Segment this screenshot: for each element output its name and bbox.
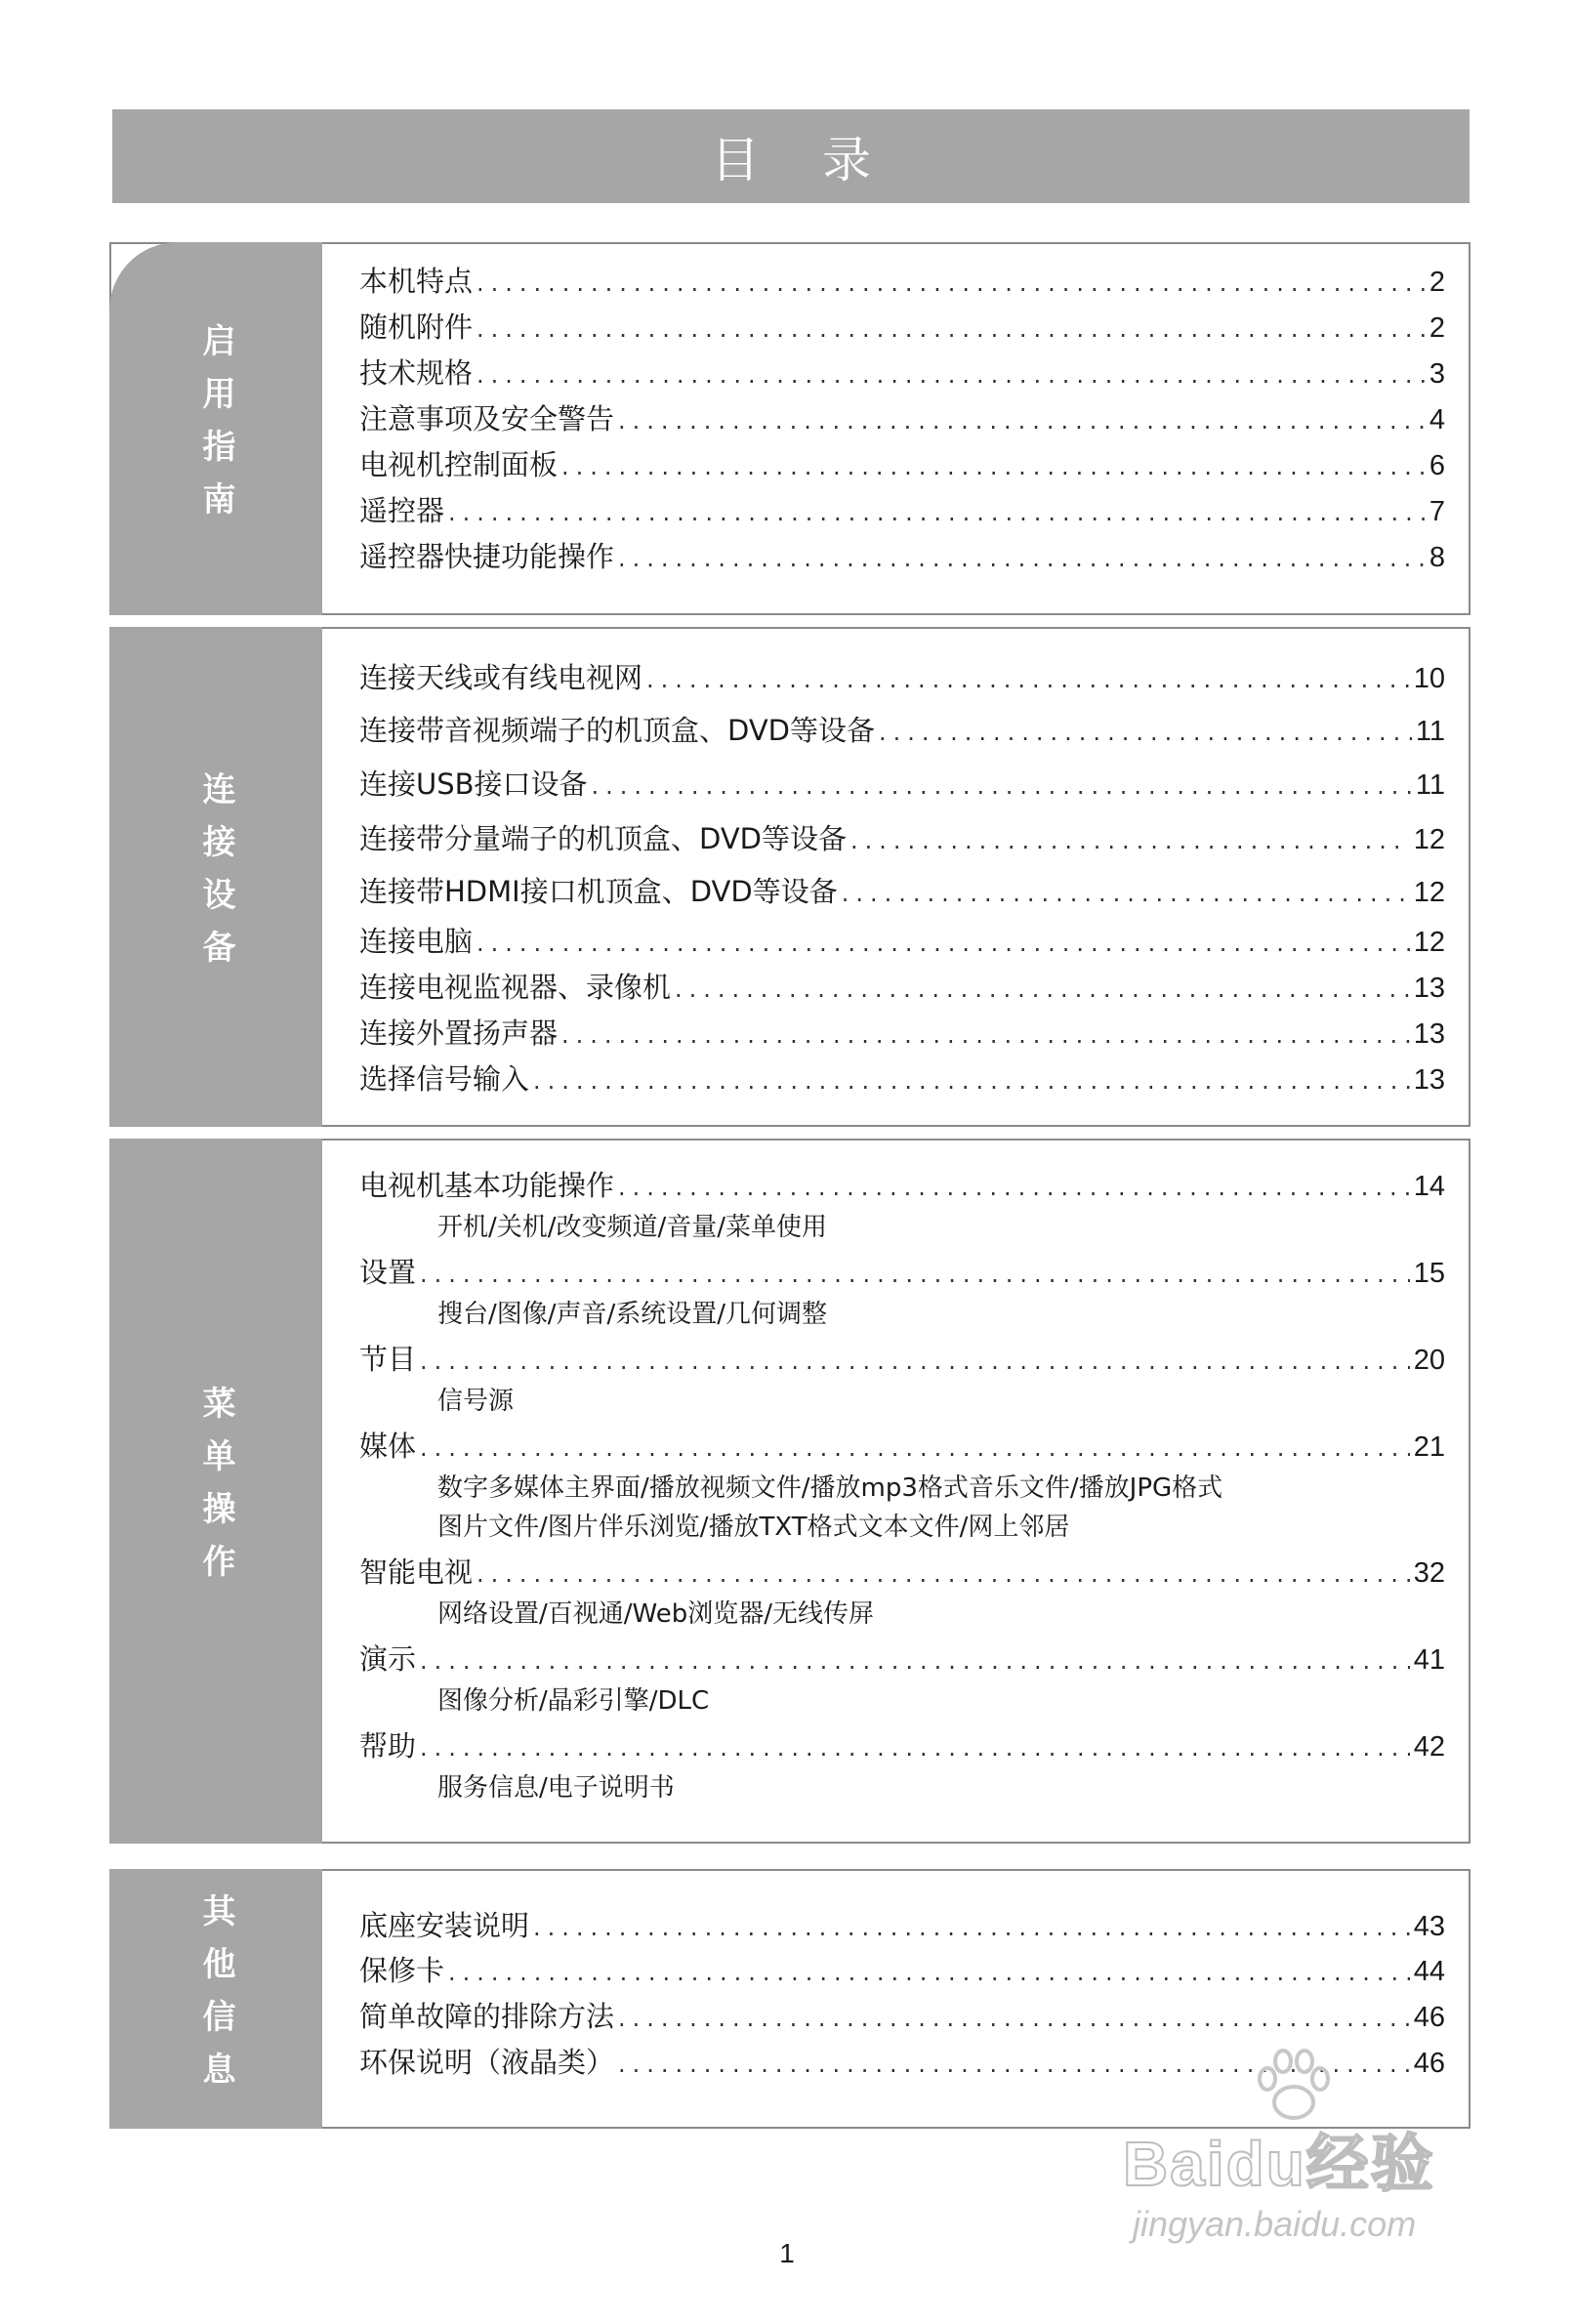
toc-entry[interactable] bbox=[359, 1555, 1445, 1592]
entry-subtopics: 数字多媒体主界面/播放视频文件/播放mp3格式音乐文件/播放JPG格式 bbox=[437, 1473, 1223, 1503]
entry-page: 12 bbox=[1413, 824, 1445, 855]
section-tab bbox=[109, 1869, 322, 2129]
entry-subtopics: 信号源 bbox=[437, 1387, 515, 1416]
entry-title: 连接带HDMI接口机顶盒、DVD等设备 bbox=[359, 875, 838, 908]
entry-title: 电视机控制面板 bbox=[359, 448, 559, 481]
entry-title: 随机附件 bbox=[359, 311, 474, 344]
leader-dots bbox=[618, 403, 1426, 438]
toc-entry[interactable] bbox=[359, 924, 1445, 961]
entry-page: 21 bbox=[1413, 1432, 1445, 1463]
watermark-brand: Baidu经验 bbox=[1123, 2129, 1435, 2199]
entry-title: 连接电脑 bbox=[359, 925, 474, 958]
toc-entry[interactable] bbox=[359, 1342, 1445, 1379]
entry-page: 32 bbox=[1413, 1557, 1445, 1589]
leader-dots bbox=[420, 1431, 1410, 1466]
entry-page: 7 bbox=[1429, 496, 1445, 527]
entry-title: 连接电视监视器、录像机 bbox=[359, 971, 672, 1004]
leader-dots bbox=[561, 449, 1426, 484]
leader-dots bbox=[850, 823, 1410, 858]
entry-title: 技术规格 bbox=[359, 356, 474, 390]
toc-entry[interactable] bbox=[359, 970, 1445, 1007]
entry-title: 底座安装说明 bbox=[359, 1909, 530, 1942]
entry-page: 41 bbox=[1413, 1644, 1445, 1676]
section-label: 启用指南 bbox=[196, 323, 235, 534]
section-label: 连接设备 bbox=[196, 771, 235, 982]
entry-page: 15 bbox=[1413, 1258, 1445, 1289]
entry-title: 遥控器快捷功能操作 bbox=[359, 540, 615, 573]
entry-title: 节目 bbox=[359, 1343, 417, 1376]
section-getting-started bbox=[109, 242, 1470, 615]
toc-entry[interactable] bbox=[359, 1429, 1445, 1466]
leader-dots bbox=[675, 972, 1410, 1007]
section-tab bbox=[109, 627, 322, 1127]
entry-subtopics: 网络设置/百视通/Web浏览器/无线传屏 bbox=[437, 1599, 874, 1629]
toc-entry[interactable] bbox=[359, 401, 1445, 438]
leader-dots bbox=[420, 1730, 1410, 1765]
entry-subtopics: 开机/关机/改变频道/音量/菜单使用 bbox=[437, 1213, 828, 1242]
leader-dots bbox=[448, 1955, 1410, 1990]
entry-title: 连接外置扬声器 bbox=[359, 1017, 559, 1050]
entry-title: 电视机基本功能操作 bbox=[359, 1169, 615, 1202]
entry-subtopics: 图片文件/图片伴乐浏览/播放TXT格式文本文件/网上邻居 bbox=[437, 1513, 1070, 1542]
leader-dots bbox=[842, 876, 1410, 911]
paw-icon bbox=[1250, 2046, 1338, 2124]
entry-page: 42 bbox=[1413, 1731, 1445, 1763]
entry-page: 20 bbox=[1413, 1345, 1445, 1376]
entry-title: 连接USB接口设备 bbox=[359, 768, 588, 801]
leader-dots bbox=[476, 1556, 1410, 1592]
toc-entry[interactable] bbox=[359, 1908, 1445, 1945]
leader-dots bbox=[533, 1910, 1410, 1945]
entry-title: 演示 bbox=[359, 1642, 417, 1676]
leader-dots bbox=[592, 768, 1412, 804]
entry-title: 媒体 bbox=[359, 1430, 417, 1463]
toc-entry[interactable] bbox=[359, 1641, 1445, 1679]
toc-entry[interactable] bbox=[359, 355, 1445, 393]
title-bar bbox=[112, 109, 1470, 203]
entry-page: 4 bbox=[1429, 404, 1445, 436]
toc-entry[interactable] bbox=[359, 493, 1445, 530]
page-title: 目 录 bbox=[711, 132, 894, 188]
leader-dots bbox=[618, 541, 1426, 576]
toc-entry[interactable] bbox=[359, 539, 1445, 576]
toc-entry[interactable] bbox=[359, 660, 1445, 697]
entry-page: 46 bbox=[1413, 2048, 1445, 2079]
leader-dots bbox=[561, 1017, 1410, 1053]
toc-entry[interactable] bbox=[359, 1255, 1445, 1292]
leader-dots bbox=[618, 1170, 1410, 1205]
entry-page: 13 bbox=[1413, 1018, 1445, 1050]
entry-page: 2 bbox=[1429, 267, 1445, 298]
entry-page: 6 bbox=[1429, 450, 1445, 481]
entry-subtopics: 服务信息/电子说明书 bbox=[437, 1773, 675, 1803]
entry-subtopics: 搜台/图像/声音/系统设置/几何调整 bbox=[437, 1300, 828, 1329]
entry-title: 设置 bbox=[359, 1256, 417, 1289]
section-connect-devices bbox=[109, 627, 1470, 1127]
watermark-url: jingyan.baidu.com bbox=[1133, 2204, 1417, 2244]
toc-entry[interactable] bbox=[359, 1061, 1445, 1099]
toc-entry[interactable] bbox=[359, 447, 1445, 484]
entry-page: 3 bbox=[1429, 358, 1445, 390]
section-tab bbox=[109, 242, 322, 615]
entry-page: 12 bbox=[1413, 927, 1445, 958]
leader-dots bbox=[618, 2001, 1410, 2036]
leader-dots bbox=[448, 495, 1426, 530]
entry-page: 46 bbox=[1413, 2002, 1445, 2033]
entry-page: 8 bbox=[1429, 542, 1445, 573]
section-tab bbox=[109, 1139, 322, 1844]
section-menu-operation bbox=[109, 1139, 1470, 1844]
entry-page: 13 bbox=[1413, 973, 1445, 1004]
toc-entry[interactable] bbox=[359, 310, 1445, 347]
entry-title: 本机特点 bbox=[359, 265, 474, 298]
toc-entry[interactable] bbox=[359, 1999, 1445, 2036]
leader-dots bbox=[646, 662, 1410, 697]
entry-page: 11 bbox=[1415, 769, 1445, 801]
entry-title: 连接天线或有线电视网 bbox=[359, 661, 643, 694]
toc-entry[interactable] bbox=[359, 767, 1445, 804]
entry-title: 环保说明（液晶类） bbox=[359, 2046, 615, 2079]
entry-title: 选择信号输入 bbox=[359, 1062, 530, 1096]
leader-dots bbox=[476, 926, 1410, 961]
toc-entry[interactable] bbox=[359, 1168, 1445, 1205]
entry-subtopics: 图像分析/晶彩引擎/DLC bbox=[437, 1686, 710, 1716]
leader-dots bbox=[476, 311, 1426, 347]
leader-dots bbox=[533, 1063, 1410, 1099]
entry-page: 2 bbox=[1429, 312, 1445, 344]
entry-title: 简单故障的排除方法 bbox=[359, 2000, 615, 2033]
toc-entry[interactable] bbox=[359, 874, 1445, 911]
entry-title: 连接带音视频端子的机顶盒、DVD等设备 bbox=[359, 714, 875, 747]
entry-page: 14 bbox=[1413, 1171, 1445, 1202]
toc-entry[interactable] bbox=[359, 1728, 1445, 1765]
leader-dots bbox=[476, 266, 1426, 301]
toc-entry[interactable] bbox=[359, 1016, 1445, 1053]
entry-title: 保修卡 bbox=[359, 1954, 445, 1987]
entry-page: 12 bbox=[1413, 877, 1445, 908]
leader-dots bbox=[420, 1344, 1410, 1379]
entry-page: 43 bbox=[1413, 1911, 1445, 1942]
toc-entry[interactable] bbox=[359, 821, 1445, 858]
leader-dots bbox=[420, 1257, 1410, 1292]
entry-page: 44 bbox=[1413, 1956, 1445, 1987]
toc-entry[interactable] bbox=[359, 1953, 1445, 1990]
section-label: 其他信息 bbox=[196, 1893, 235, 2104]
section-label: 菜单操作 bbox=[196, 1386, 235, 1597]
entry-page: 11 bbox=[1415, 716, 1445, 747]
leader-dots bbox=[476, 357, 1426, 393]
entry-title: 帮助 bbox=[359, 1729, 417, 1763]
entry-page: 10 bbox=[1413, 663, 1445, 694]
leader-dots bbox=[420, 1643, 1410, 1679]
leader-dots bbox=[879, 715, 1412, 750]
entry-title: 连接带分量端子的机顶盒、DVD等设备 bbox=[359, 822, 847, 855]
entry-title: 智能电视 bbox=[359, 1556, 474, 1589]
entry-title: 注意事项及安全警告 bbox=[359, 402, 615, 436]
page-number: 1 bbox=[779, 2238, 795, 2268]
entry-page: 13 bbox=[1413, 1064, 1445, 1096]
toc-entry[interactable] bbox=[359, 713, 1445, 750]
toc-entry[interactable] bbox=[359, 264, 1445, 301]
entry-title: 遥控器 bbox=[359, 494, 445, 527]
